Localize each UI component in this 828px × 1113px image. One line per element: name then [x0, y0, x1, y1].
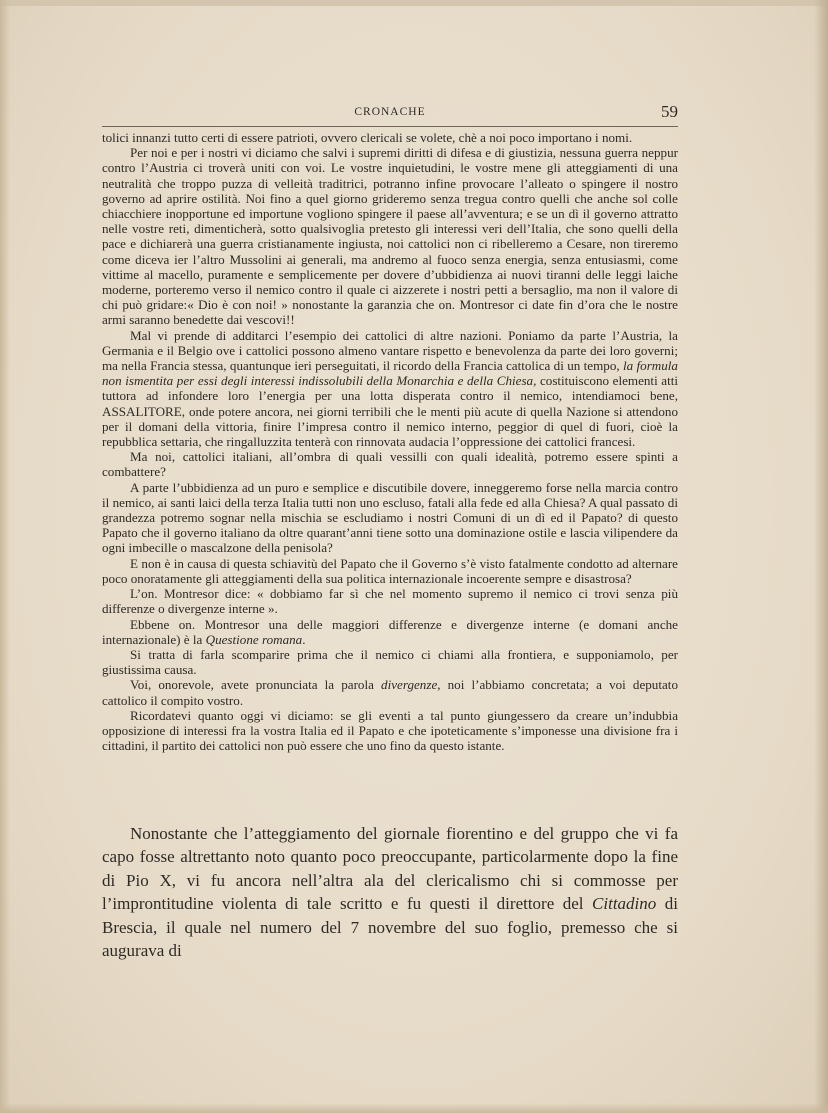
quoted-paragraph: [102, 647, 678, 677]
text-run: Mal vi prende di additarci l’esempio dei cattolici di altre nazioni. Poniamo da parte l’Austria, la Germania e il Belgio ove i cattolici possono almeno vantare rispetto e benevolenza da parte dei loro governi; ma nella Francia stessa, quantunque ieri perseguitati, il ricordo della Francia cattolica di un tempo,: [102, 327, 678, 374]
quoted-paragraph: [102, 617, 678, 647]
body-paragraph: [102, 822, 678, 962]
italic-phrase: la formula non ismentita per essi degli interessi indissolubili della Monarchia e della Chiesa: [102, 358, 678, 389]
quoted-paragraph: [102, 556, 678, 586]
running-title: CRONACHE: [354, 106, 426, 118]
quoted-paragraph: [102, 708, 678, 754]
running-head: [102, 102, 678, 127]
italic-phrase: divergenze: [381, 677, 438, 693]
page-right-edge: [814, 0, 828, 1113]
commentary-text: [102, 822, 678, 962]
quoted-paragraph: [102, 145, 678, 327]
italic-phrase: Questione romana: [205, 631, 303, 647]
text-run: di Brescia, il quale nel numero del 7 novembre del suo foglio, premesso che si augurava di: [102, 894, 678, 961]
page-number: 59: [661, 102, 678, 121]
text-run: L’on. Montresor dice: « dobbiamo far sì che nel momento supremo il nemico ci trovi senza più differenze o divergenze interne ».: [102, 586, 678, 617]
text-run: A parte l’ubbidienza ad un puro e semplice e discutibile dovere, inneggeremo forse nella marcia contro il nemico, ai santi laici della terza Italia tutti non uno escluso, fatali alla fede ed alla Chiesa? A qual passato di grandezza potremo sognar nella mischia se escludiamo i nostri Comuni di un dì ed il Papato? di questo Papato che il governo italiano da oltre quarant’anni tiene sotto una dominazione ostile e lascia vilipendere da ogni imbecille o mascalzone della penisola?: [102, 479, 678, 556]
text-run: Voi, onorevole, avete pronunciata la parola: [130, 677, 382, 693]
text-run: Per noi e per i nostri vi diciamo che salvi i supremi diritti di difesa e di giustizia, nessuna guerra neppur contro l’Austria ci troverà uniti con voi. Le vostre inquietudini, le vostre mene gli atteggiamenti di una neutralità che troppo puzza di velleità traditrici, potranno infine provocare l’alleato o spingere il nostro governo ad aprire ostilità. Noi fino a quel giorno grideremo senza tregua contro quelli che anche sol colle chiacchiere inopportune ed importune vogliono spingere il paese all’avventura; e se un dì il governo attratto nelle vostre reti, dimenticherà, sotto qualsivoglia pretesto gli interessi veri dell’Italia, che sono quelli della pace e dichiarerà una guerra cristianamente ingiusta, noi cattolici non ci ribelleremo a Cesare, non tireremo come diceva ier l’altro Mussolini ai generali, ma andremo al fuoco senza energia, senza entusiasmi, come vittime al macello, puramente e semplicemente per dovere d’ubbidienza ai nuovi tiranni delle leggi laiche moderne, porteremo verso il nemico contro il quale ci aizzerete i nostri petti a bersaglio, ma non il valore di chi può gridare:« Dio è con noi! » nonostante la garanzia che on. Montresor ci date fin d’ora che le nostre armi saranno benedette dai vescovi!!: [102, 145, 678, 328]
quoted-paragraph: [102, 449, 678, 479]
page-left-edge: [0, 0, 10, 1113]
text-run: , noi l’abbiamo concretata; a voi deputato cattolico il compito vostro.: [102, 677, 678, 708]
quoted-paragraph: [102, 480, 678, 556]
page-bottom-edge: [0, 1103, 828, 1113]
text-run: Nonostante che l’atteggiamento del giornale fiorentino e del gruppo che vi fa capo fosse altrettanto noto quanto poco preoccupante, particolarmente dopo la fine di Pio X, vi fu ancora nell’altra ala del clericalismo chi si commosse per l’improntitudine violenta di tale scritto e fu questi il direttore del: [102, 824, 678, 914]
text-run: tolici innanzi tutto certi di essere patrioti, ovvero clericali se volete, chè a noi poco importano i nomi.: [102, 130, 633, 145]
text-run: Si tratta di farla scomparire prima che il nemico ci chiami alla frontiera, e supponiamolo, per giustissima causa.: [102, 646, 678, 678]
text-run: Ma noi, cattolici italiani, all’ombra di quali vessilli con quali idealità, potremo essere spinti a combattere?: [102, 449, 678, 480]
text-run: E non è in causa di questa schiavitù del Papato che il Governo s’è visto fatalmente condotto ad alternare poco onoratamente gli atteggiamenti della sua politica internazionale incoerente sempre e disastrosa?: [102, 555, 678, 586]
quoted-paragraph: [102, 677, 678, 707]
text-run: , costituiscono elementi atti tuttora ad infondere loro l’energia per una lotta disperata contro il nemico, intendiamoci bene, ASSALITORE, onde potere ancora, nei giorni terribili che le menti più acute di quella Nazione si attendono per il domani della vittoria, finire l’impresa contro il nemico interno, peggior di quel di fuori, cioè la repubblica settaria, che ringalluzzita tenterà con rinnovata audacia l’oppressione dei cattolici francesi.: [102, 373, 679, 450]
quoted-article: [102, 130, 678, 753]
italic-phrase: Cittadino: [592, 894, 657, 914]
text-run: Ricordatevi quanto oggi vi diciamo: se gli eventi a tal punto giungessero da creare un’indubbia opposizione di interessi fra la vostra Italia ed il Papato e che ipoteticamente s’imponesse una divisione fra i cittadini, il partito dei cattolici non può essere che uno fino da questo istante.: [102, 707, 678, 754]
text-run: Ebbene on. Montresor una delle maggiori differenze e divergenze interne (e domani anche internazionale) è la: [102, 616, 678, 647]
quoted-paragraph: [102, 328, 678, 450]
quoted-paragraph: [102, 130, 678, 145]
text-run: .: [302, 631, 306, 647]
quoted-paragraph: [102, 586, 678, 616]
page-top-edge: [0, 0, 828, 6]
